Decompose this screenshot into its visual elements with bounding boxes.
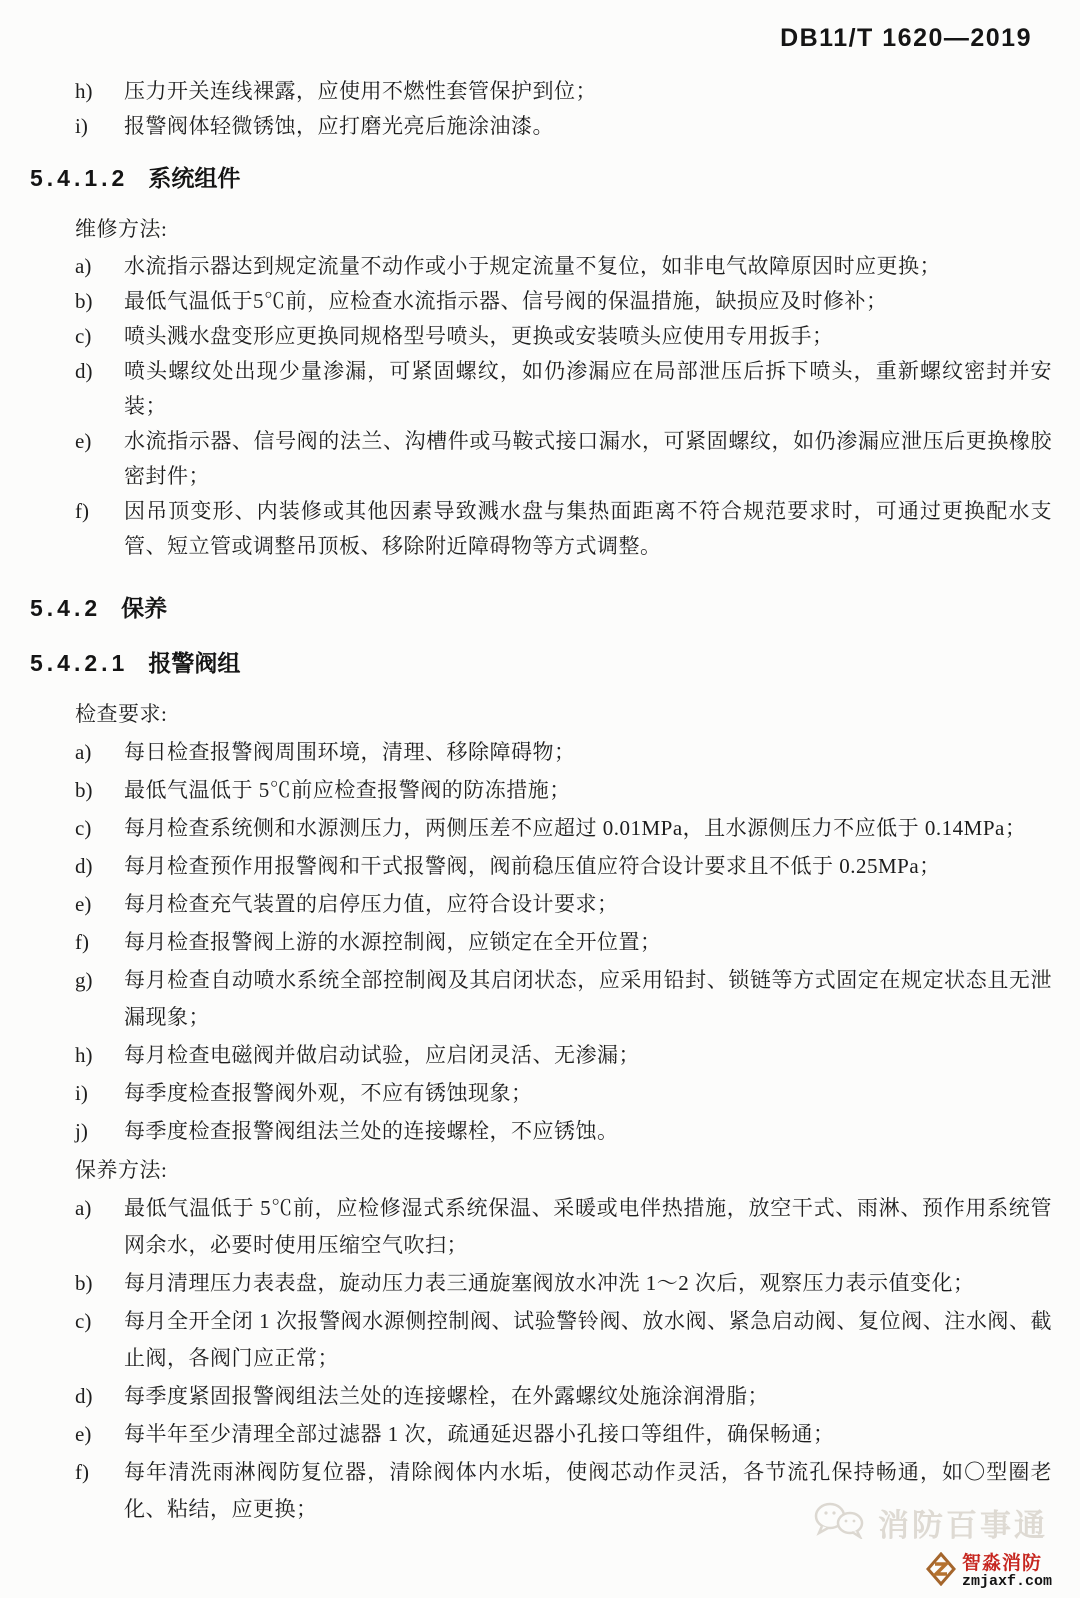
upkeep-method-list bbox=[30, 1190, 1052, 1528]
logo-text bbox=[962, 1554, 1052, 1590]
list-item bbox=[75, 249, 1052, 284]
section-title: 报警阀组 bbox=[148, 650, 241, 676]
list-item bbox=[75, 810, 1052, 847]
para-repair-methods: 维修方法: bbox=[75, 217, 168, 241]
watermark bbox=[814, 1500, 1048, 1545]
list-item bbox=[75, 1416, 1052, 1453]
list-item bbox=[75, 1303, 1052, 1377]
item-text: 喷头螺纹处出现少量渗漏，可紧固螺纹，如仍渗漏应在局部泄压后拆下喷头，重新螺纹密封并安装； bbox=[124, 359, 1052, 418]
watermark-text: 消防百事通 bbox=[878, 1508, 1048, 1543]
list-item bbox=[75, 962, 1052, 1036]
item-text: 每月检查电磁阀并做启动试验，应启闭灵活、无渗漏； bbox=[124, 1043, 640, 1067]
item-label: e) bbox=[75, 1422, 92, 1446]
list-item bbox=[75, 1113, 1052, 1150]
item-text: 每月全开全闭 1 次报警阀水源侧控制阀、试验警铃阀、放水阀、紧急启动阀、复位阀、注水阀、截止阀，各阀门应正常； bbox=[124, 1309, 1052, 1370]
check-requirement-list bbox=[30, 734, 1052, 1150]
list-item bbox=[75, 1037, 1052, 1074]
item-text: 水流指示器达到规定流量不动作或小于规定流量不复位，如非电气故障原因时应更换； bbox=[124, 254, 941, 278]
section-number: 5.4.1.2 bbox=[30, 165, 129, 191]
item-label: c) bbox=[75, 324, 92, 348]
item-label: d) bbox=[75, 1384, 93, 1408]
item-text: 每月检查自动喷水系统全部控制阀及其启闭状态，应采用铅封、锁链等方式固定在规定状态且无泄漏现象； bbox=[124, 968, 1052, 1029]
logo-brand: 智淼消防 bbox=[961, 1552, 1042, 1574]
para-check-requirements: 检查要求: bbox=[75, 702, 168, 726]
section-number: 5.4.2.1 bbox=[30, 650, 129, 676]
item-label: e) bbox=[75, 892, 92, 916]
repair-method-list bbox=[30, 249, 1052, 564]
item-label: d) bbox=[75, 854, 93, 878]
list-item bbox=[75, 886, 1052, 923]
list-item bbox=[75, 1190, 1052, 1264]
item-label: b) bbox=[75, 289, 93, 313]
item-label: e) bbox=[75, 429, 92, 453]
item-label: a) bbox=[75, 254, 92, 278]
document-content bbox=[30, 0, 1052, 1529]
section-heading-maintenance bbox=[30, 590, 1052, 623]
item-label: a) bbox=[75, 1196, 92, 1220]
item-label: b) bbox=[75, 1271, 93, 1295]
list-item bbox=[75, 424, 1052, 494]
list-item bbox=[75, 772, 1052, 809]
item-text: 每月检查报警阀上游的水源控制阀，应锁定在全开位置； bbox=[124, 930, 662, 954]
logo-site: zmjaxf.com bbox=[961, 1572, 1052, 1590]
item-text: 每半年至少清理全部过滤器 1 次，疏通延迟器小孔接口等组件，确保畅通； bbox=[124, 1422, 835, 1446]
list-item bbox=[75, 1075, 1052, 1112]
item-text: 每月检查系统侧和水源测压力，两侧压差不应超过 0.01MPa，且水源侧压力不应低于 0.14MPa； bbox=[124, 816, 1027, 840]
item-text: 每月检查预作用报警阀和干式报警阀，阀前稳压值应符合设计要求且不低于 0.25MPa； bbox=[124, 854, 941, 878]
list-item bbox=[75, 1378, 1052, 1415]
section-heading-alarm-valve-group bbox=[30, 645, 1052, 678]
section-heading-system-components bbox=[30, 160, 1052, 193]
item-text: 最低气温低于 5℃前，应检修湿式系统保温、采暖或电伴热措施，放空干式、雨淋、预作用系统管网余水，必要时使用压缩空气吹扫； bbox=[124, 1196, 1052, 1257]
item-label: f) bbox=[75, 930, 89, 954]
item-label: g) bbox=[75, 968, 93, 992]
list-item bbox=[75, 494, 1052, 564]
list-item bbox=[75, 734, 1052, 771]
item-label: h) bbox=[75, 79, 93, 103]
item-label: d) bbox=[75, 359, 93, 383]
item-label: a) bbox=[75, 740, 92, 764]
doc-number: DB11/T 1620—2019 bbox=[780, 24, 1032, 52]
item-text: 最低气温低于5℃前，应检查水流指示器、信号阀的保温措施，缺损应及时修补； bbox=[124, 289, 888, 313]
list-item bbox=[75, 74, 1052, 109]
section-title: 保养 bbox=[121, 595, 168, 621]
item-label: j) bbox=[75, 1119, 88, 1143]
item-text: 每季度检查报警阀外观，不应有锈蚀现象； bbox=[124, 1081, 533, 1105]
item-text: 每季度检查报警阀组法兰处的连接螺栓，不应锈蚀。 bbox=[124, 1119, 619, 1143]
item-text: 每日检查报警阀周围环境，清理、移除障碍物； bbox=[124, 740, 576, 764]
item-text: 每月清理压力表表盘，旋动压力表三通旋塞阀放水冲洗 1～2 次后，观察压力表示值变化； bbox=[124, 1271, 975, 1295]
item-label: c) bbox=[75, 1309, 92, 1333]
item-label: i) bbox=[75, 114, 88, 138]
item-text: 因吊顶变形、内装修或其他因素导致溅水盘与集热面距离不符合规范要求时，可通过更换配水支管、短立管或调整吊顶板、移除附近障碍物等方式调整。 bbox=[124, 499, 1052, 558]
item-text: 每季度紧固报警阀组法兰处的连接螺栓，在外露螺纹处施涂润滑脂； bbox=[124, 1384, 769, 1408]
para-upkeep-methods: 保养方法: bbox=[75, 1158, 168, 1182]
item-text: 每月检查充气装置的启停压力值，应符合设计要求； bbox=[124, 892, 619, 916]
item-label: b) bbox=[75, 778, 93, 802]
list-item bbox=[75, 354, 1052, 424]
footer-logo bbox=[926, 1552, 1052, 1591]
diamond-logo-icon bbox=[926, 1552, 956, 1591]
list-item bbox=[75, 319, 1052, 354]
list-item bbox=[75, 1265, 1052, 1302]
list-item bbox=[75, 848, 1052, 885]
item-text: 水流指示器、信号阀的法兰、沟槽件或马鞍式接口漏水，可紧固螺纹，如仍渗漏应泄压后更换橡胶密封件； bbox=[124, 429, 1052, 488]
item-label: c) bbox=[75, 816, 92, 840]
chat-bubbles-icon bbox=[814, 1501, 870, 1544]
list-item bbox=[75, 109, 1052, 144]
section-number: 5.4.2 bbox=[30, 595, 102, 621]
item-text: 喷头溅水盘变形应更换同规格型号喷头，更换或安装喷头应使用专用扳手； bbox=[124, 324, 834, 348]
item-label: f) bbox=[75, 499, 89, 523]
item-label: h) bbox=[75, 1043, 93, 1067]
item-text: 报警阀体轻微锈蚀，应打磨光亮后施涂油漆。 bbox=[124, 114, 554, 138]
item-label: f) bbox=[75, 1460, 89, 1484]
item-text: 压力开关连线裸露，应使用不燃性套管保护到位； bbox=[124, 79, 597, 103]
list-item bbox=[75, 924, 1052, 961]
intro-list bbox=[30, 74, 1052, 144]
section-title: 系统组件 bbox=[148, 165, 241, 191]
item-label: i) bbox=[75, 1081, 88, 1105]
item-text: 最低气温低于 5℃前应检查报警阀的防冻措施； bbox=[124, 778, 571, 802]
list-item bbox=[75, 284, 1052, 319]
item-text: 每年清洗雨淋阀防复位器，清除阀体内水垢，使阀芯动作灵活，各节流孔保持畅通，如〇型圈老化、粘结，应更换； bbox=[124, 1460, 1052, 1521]
